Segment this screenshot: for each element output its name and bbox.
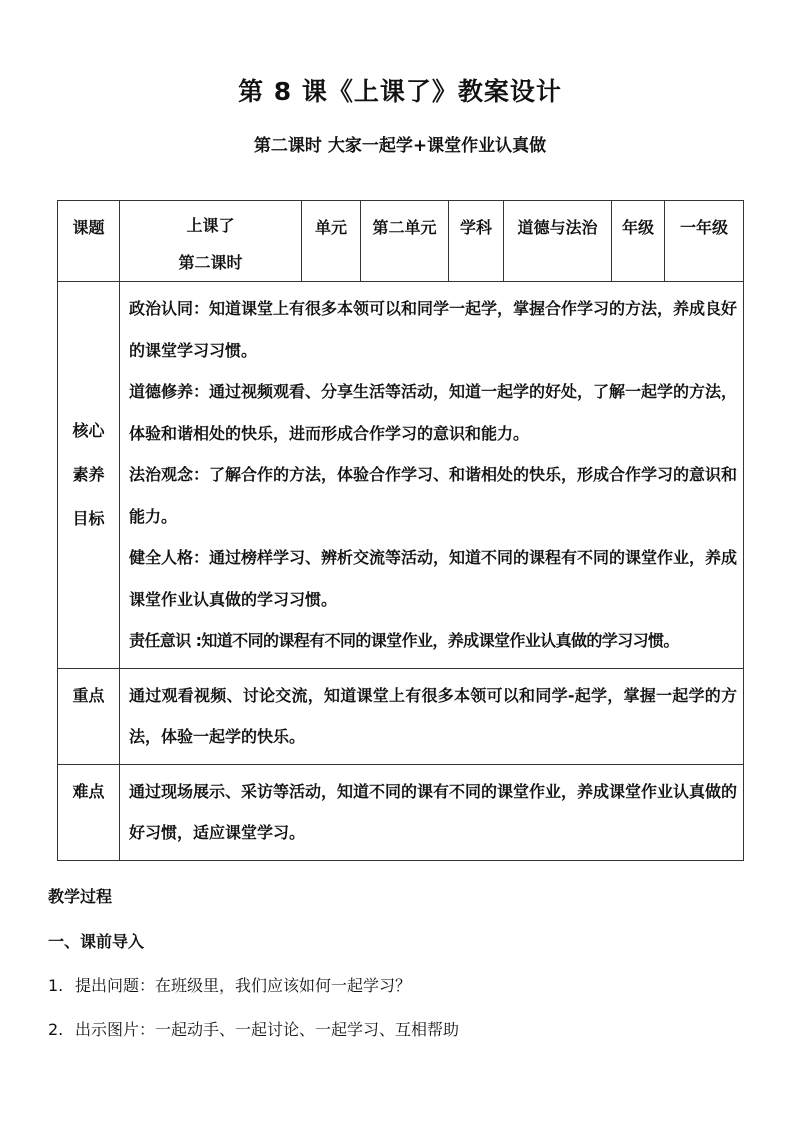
course-value-line2: 第二课时: [178, 253, 243, 272]
list-item: [48, 1017, 459, 1040]
core-label-line2: 素养: [72, 464, 105, 484]
key-point-label: 重点: [58, 668, 120, 764]
course-value: [120, 201, 302, 282]
core-goal-responsibility: 责任意识 :知道不同的课程有不同的课堂作业，养成课堂作业认真做的学习习惯。: [129, 631, 679, 650]
list-item-text: 出示图片：一起动手、一起讨论、一起学习、互相帮助: [75, 1020, 460, 1039]
difficulty-row: [58, 764, 744, 860]
core-goals-content: [120, 282, 744, 669]
key-point-text: 通过观看视频、讨论交流，知道课堂上有很多本领可以和同学-起学，掌握一起学的方法，体验一起学的快乐。: [120, 668, 744, 764]
lesson-plan-table: [57, 200, 744, 861]
core-label-line3: 目标: [72, 508, 105, 528]
core-goals-label: [58, 282, 120, 669]
list-item-number: 1.: [48, 976, 64, 995]
page-subtitle: 第二课时 大家一起学+课堂作业认真做: [253, 136, 547, 156]
list-item-number: 2.: [48, 1020, 64, 1039]
page-title: 第 8 课《上课了》教案设计: [238, 77, 562, 106]
course-value-line1: 上课了: [186, 216, 235, 235]
key-point-row: [58, 668, 744, 764]
core-goals-row: [58, 282, 744, 669]
difficulty-text: 通过现场展示、采访等活动，知道不同的课有不同的课堂作业，养成课堂作业认真做的好习惯，适应课堂学习。: [120, 764, 744, 860]
list-item-text: 提出问题：在班级里，我们应该如何一起学习？: [75, 976, 412, 995]
unit-value: 第二单元: [361, 201, 449, 282]
process-heading: 教学过程: [48, 887, 113, 906]
grade-value: 一年级: [665, 201, 744, 282]
course-label: 课题: [58, 201, 120, 282]
core-goal-moral: 道德修养：通过视频观看、分享生活等活动，知道一起学的好处，了解一起学的方法，体验和谐相处的快乐，进而形成合作学习的意识和能力。: [129, 382, 738, 443]
unit-label: 单元: [302, 201, 361, 282]
list-item: [48, 973, 411, 996]
table-header-row: [58, 201, 744, 282]
core-goal-political: 政治认同：知道课堂上有很多本领可以和同学一起学，掌握合作学习的方法，养成良好的课堂学习习惯。: [129, 299, 738, 360]
subject-value: 道德与法治: [504, 201, 612, 282]
core-goal-personality: 健全人格：通过榜样学习、辨析交流等活动，知道不同的课程有不同的课堂作业，养成课堂作业认真做的学习习惯。: [129, 548, 738, 609]
grade-label: 年级: [612, 201, 665, 282]
core-goal-law: 法治观念：了解合作的方法，体验合作学习、和谐相处的快乐，形成合作学习的意识和能力。: [129, 465, 738, 526]
subject-label: 学科: [449, 201, 504, 282]
section-heading: 一、课前导入: [48, 932, 145, 951]
core-label-line1: 核心: [72, 420, 105, 440]
difficulty-label: 难点: [58, 764, 120, 860]
